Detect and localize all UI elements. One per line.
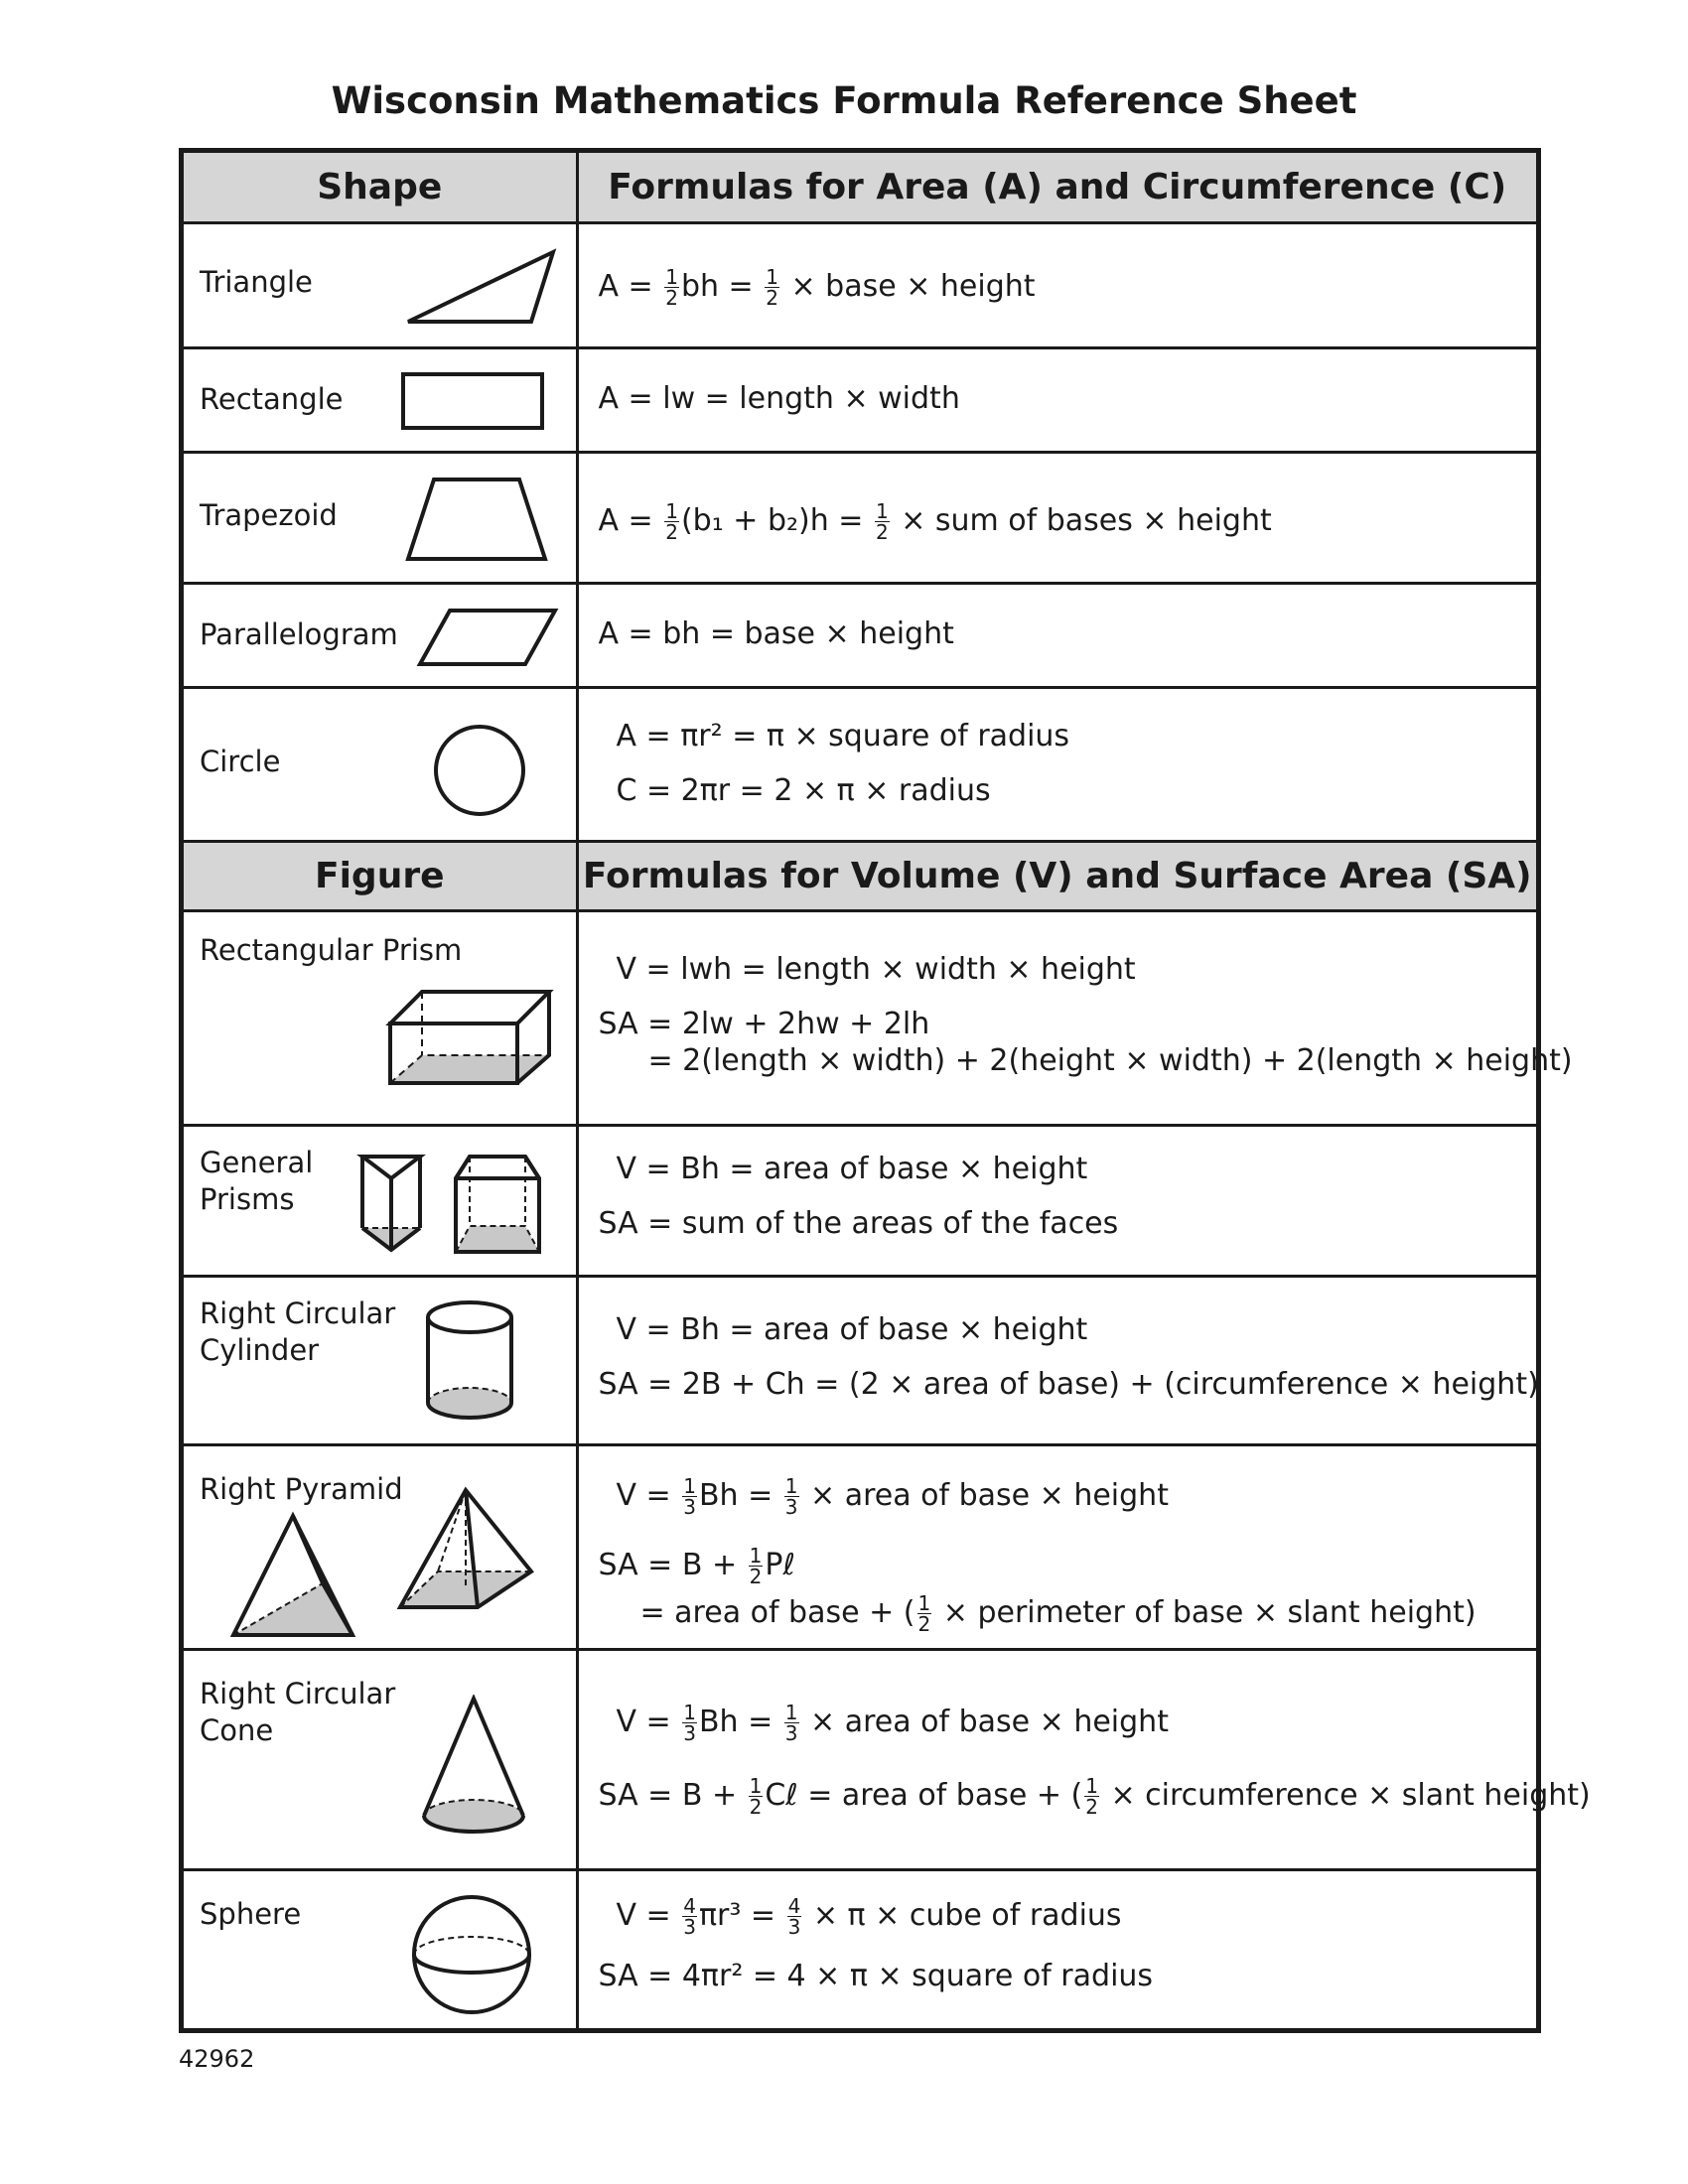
- formula-cell-pyramid: [577, 1444, 1536, 1649]
- table-row: [184, 1276, 1536, 1444]
- formula-cell-cylinder: [577, 1276, 1539, 1444]
- cylinder-icon: [422, 1297, 521, 1427]
- shape-name-general-prisms: General Prisms: [200, 1145, 314, 1216]
- shape-name-sphere: Sphere: [200, 1896, 302, 1931]
- pyramid-icon: [223, 1486, 561, 1645]
- shape-name-parallelogram: Parallelogram: [200, 616, 398, 651]
- shape-name-rectangle: Rectangle: [200, 381, 344, 416]
- fraction: $\frac{1}{3}$: [784, 1473, 798, 1519]
- formula-line: V = Bh = area of base × height: [616, 1311, 1088, 1347]
- formula-line: A = lw = length × width: [598, 380, 960, 416]
- table-row: [184, 583, 1536, 687]
- table-row: [184, 1444, 1536, 1649]
- sphere-icon: [408, 1891, 537, 2020]
- rectangle-icon: [400, 371, 549, 435]
- shape-column-header: Shape: [184, 153, 577, 222]
- shape-name-circle: Circle: [200, 744, 281, 778]
- fraction: $\frac{1}{2}$: [749, 1773, 763, 1819]
- area-header-row: [184, 153, 1536, 222]
- trapezoid-icon: [404, 476, 553, 565]
- form-code: 42962: [179, 2045, 255, 2073]
- fraction: $\frac{1}{2}$: [766, 264, 778, 310]
- fraction: $\frac{1}{3}$: [784, 1700, 798, 1745]
- table-row: [184, 347, 1536, 452]
- formula-cell-cone: [577, 1649, 1591, 1869]
- fraction: $\frac{1}{3}$: [683, 1473, 696, 1519]
- formula-line: SA = B + $\frac{1}{2}$ Pℓ: [598, 1543, 795, 1588]
- table-row: [184, 1125, 1536, 1276]
- formula-line: SA = 2lw + 2hw + 2lh: [598, 1006, 930, 1041]
- circle-icon: [432, 723, 531, 822]
- table-row: [184, 222, 1536, 347]
- shape-name-cone: Right Circular Cone: [200, 1676, 396, 1747]
- triangle-icon: [404, 248, 563, 328]
- formula-cell-triangle: [577, 222, 1536, 347]
- volume-formulas-header: Formulas for Volume (V) and Surface Area (SA): [577, 841, 1536, 910]
- fraction: $\frac{4}{3}$: [787, 1893, 801, 1939]
- formula-line: = 2(length × width) + 2(height × width) + 2(length × height): [647, 1042, 1573, 1078]
- shape-name-pyramid: Right Pyramid: [200, 1471, 403, 1506]
- fraction: $\frac{1}{2}$: [749, 1543, 763, 1588]
- area-formulas-header: Formulas for Area (A) and Circumference (C): [577, 153, 1536, 222]
- formula-line: A = $\frac{1}{2}$ bh = $\frac{1}{2}$ × base × height: [598, 264, 1036, 310]
- table-row: [184, 1869, 1536, 2028]
- rectangular-prism-icon: [382, 984, 561, 1093]
- formula-cell-sphere: [577, 1869, 1536, 2028]
- formula-line: SA = 4πr² = 4 × π × square of radius: [598, 1958, 1154, 1993]
- parallelogram-icon: [416, 607, 565, 670]
- table-row: [184, 452, 1536, 583]
- table-row: [184, 1649, 1536, 1869]
- formula-line: V = $\frac{1}{3}$ Bh = $\frac{1}{3}$ × area of base × height: [616, 1473, 1169, 1519]
- formula-line: A = bh = base × height: [598, 615, 954, 651]
- formula-cell-trapezoid: [577, 452, 1536, 583]
- page-title: Wisconsin Mathematics Formula Reference Sheet: [331, 79, 1357, 122]
- figure-column-header: Figure: [184, 841, 577, 910]
- shape-name-triangle: Triangle: [200, 264, 313, 299]
- table-row: [184, 910, 1536, 1125]
- formula-cell-rectangular-prism: [577, 910, 1573, 1125]
- table-row: [184, 687, 1536, 841]
- formula-cell-rectangle: [577, 347, 1536, 452]
- formula-line: V = Bh = area of base × height: [616, 1151, 1088, 1186]
- fraction: $\frac{1}{2}$: [1085, 1773, 1098, 1819]
- shape-name-rectangular-prism: Rectangular Prism: [200, 932, 463, 967]
- formula-line: V = $\frac{1}{3}$ Bh = $\frac{1}{3}$ × area of base × height: [616, 1700, 1169, 1745]
- volume-header-row: [184, 841, 1536, 910]
- formula-line: A = $\frac{1}{2}$ (b₁ + b₂)h = $\frac{1}{2}$ × sum of bases × height: [598, 498, 1272, 544]
- formula-line: SA = B + $\frac{1}{2}$ Cℓ = area of base + ( $\frac{1}{2}$ × circumference × slant height): [598, 1773, 1591, 1819]
- fraction: $\frac{1}{2}$: [665, 264, 678, 310]
- fraction: $\frac{1}{2}$: [665, 498, 678, 544]
- formula-line: V = lwh = length × width × height: [616, 951, 1136, 987]
- formula-line: V = $\frac{4}{3}$ πr³ = $\frac{4}{3}$ × π × cube of radius: [616, 1893, 1122, 1939]
- general-prisms-icon: [354, 1149, 563, 1260]
- fraction: $\frac{1}{2}$: [917, 1590, 931, 1636]
- fraction: $\frac{1}{2}$: [875, 498, 889, 544]
- shape-name-trapezoid: Trapezoid: [200, 497, 338, 532]
- formula-cell-general-prisms: [577, 1125, 1536, 1276]
- fraction: $\frac{1}{3}$: [683, 1700, 696, 1745]
- formula-cell-parallelogram: [577, 583, 1536, 687]
- formula-line: SA = sum of the areas of the faces: [598, 1205, 1119, 1241]
- formula-line: = area of base + ( $\frac{1}{2}$ × perimeter of base × slant height): [639, 1590, 1477, 1636]
- formula-line: C = 2πr = 2 × π × radius: [616, 772, 991, 808]
- formula-line: A = πr² = π × square of radius: [616, 718, 1070, 753]
- formula-cell-circle: [577, 687, 1536, 841]
- formula-line: SA = 2B + Ch = (2 × area of base) + (circumference × height): [598, 1366, 1539, 1402]
- fraction: $\frac{4}{3}$: [683, 1893, 696, 1939]
- formula-table: [179, 148, 1591, 2033]
- cone-icon: [418, 1695, 537, 1843]
- shape-name-cylinder: Right Circular Cylinder: [200, 1296, 396, 1367]
